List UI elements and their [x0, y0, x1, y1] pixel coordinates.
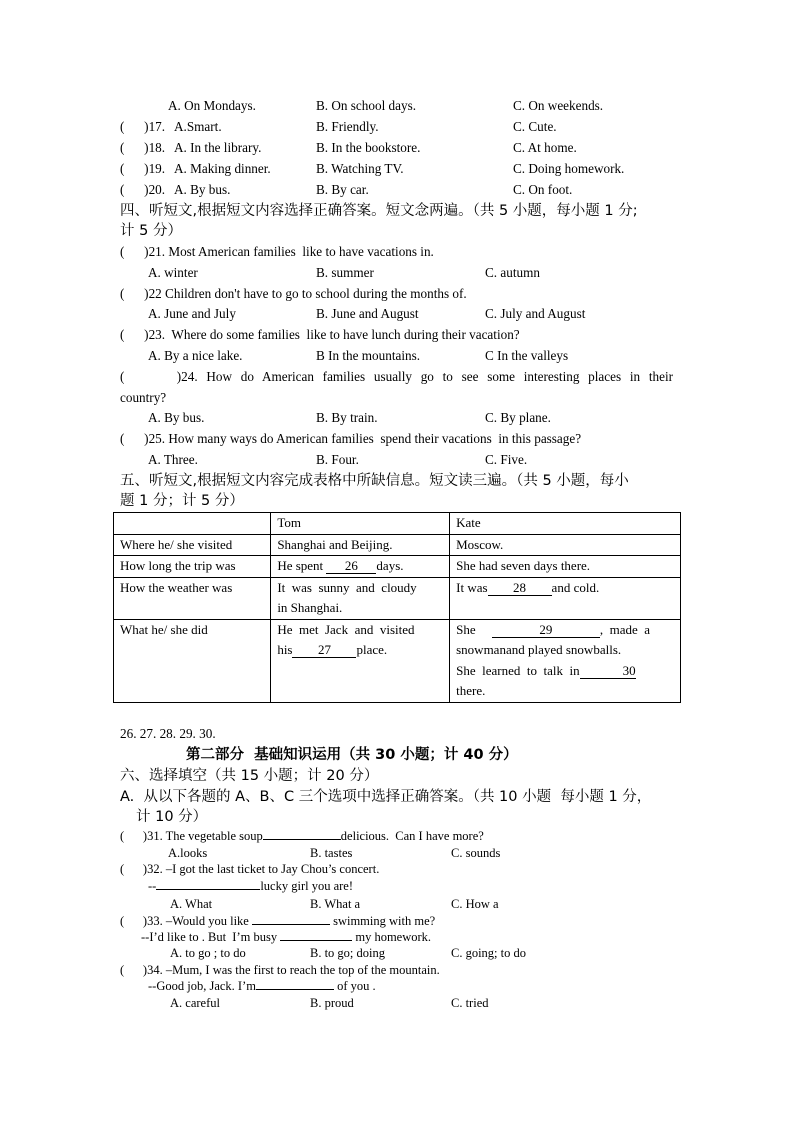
q22-option-b: B. June and August	[316, 306, 419, 321]
q32-stem: ( )32. –I got the last ticket to Jay Chou’s concert.	[120, 862, 380, 876]
q25-option-c: C. Five.	[485, 452, 528, 467]
q21-option-b: B. summer	[316, 265, 374, 280]
q20-option-b: B. By car.	[316, 182, 369, 197]
q24-option-a: A. By bus.	[148, 410, 205, 425]
section4-heading-cont: 计 5 分）	[120, 223, 182, 239]
q34-blank[interactable]	[256, 989, 334, 990]
q33-option-b: B. to go; doing	[310, 946, 386, 960]
q34-option-c: C. tried	[451, 996, 489, 1010]
cell-text: his	[277, 642, 293, 657]
q22-option-c: C. July and August	[485, 306, 586, 321]
q32-option-c: C. How a	[451, 897, 499, 911]
q34-stem: ( )34. –Mum, I was the first to reach the top of the mountain.	[120, 963, 440, 977]
q19-option-b: B. Watching TV.	[316, 161, 404, 176]
q33-stem	[120, 913, 435, 929]
section6-heading: 六、选择填空（共 15 小题；计 20 分）	[120, 768, 379, 784]
q31-blank[interactable]	[263, 839, 341, 840]
cell-kate	[450, 577, 681, 619]
q33-option-c: C. going; to do	[451, 946, 527, 960]
q21-option-a: A. winter	[148, 265, 198, 280]
q16-option-a: A. On Mondays.	[168, 98, 256, 113]
q20-option-a: A. By bus.	[174, 182, 231, 197]
q25-option-a: A. Three.	[148, 452, 198, 467]
section5-heading: 五、听短文,根据短文内容完成表格中所缺信息。短文读三遍。（共 5 小题，每小	[120, 473, 629, 489]
q32-option-a: A. What	[170, 897, 213, 911]
q23-stem: ( )23. Where do some families like to have lunch during their vacation?	[120, 327, 520, 342]
q18-option-b: B. In the bookstore.	[316, 140, 421, 155]
q19-number: ( )19.	[120, 161, 166, 176]
blank-26[interactable]: 26	[326, 559, 376, 574]
info-table	[113, 512, 681, 703]
q24-stem-cont: country?	[120, 390, 167, 405]
blank-27[interactable]: 27	[292, 643, 356, 658]
q16-option-c: C. On weekends.	[513, 98, 604, 113]
q22-option-a: A. June and July	[148, 306, 236, 321]
cell-kate	[450, 619, 681, 702]
q23-option-b: B In the mountains.	[316, 348, 421, 363]
cell-text: It was	[456, 579, 488, 595]
q32-blank[interactable]	[156, 889, 260, 890]
table-corner-cell	[114, 513, 271, 535]
subsection-a-heading-cont: 计 10 分）	[136, 809, 208, 825]
cell-text: He spent	[277, 558, 324, 573]
col-header-tom: Tom	[271, 513, 450, 535]
table-row	[114, 577, 681, 619]
q24-option-c: C. By plane.	[485, 410, 551, 425]
q32-text-post: lucky girl you are!	[260, 879, 354, 893]
part2-title: 第二部分 基础知识运用（共 30 小题；计 40 分）	[186, 747, 518, 763]
table-row	[114, 534, 681, 556]
q21-option-c: C. autumn	[485, 265, 540, 280]
cell-tom	[271, 556, 450, 578]
q17-option-c: C. Cute.	[513, 119, 557, 134]
section4-heading: 四、听短文,根据短文内容选择正确答案。短文念两遍。（共 5 小题，每小题 1 分;	[120, 203, 638, 219]
q33-line2-post: my homework.	[355, 930, 432, 944]
cell-text: place.	[356, 642, 388, 657]
q17-number: ( )17.	[120, 119, 166, 134]
q32-dash: --	[148, 879, 157, 893]
cell-text: in Shanghai.	[277, 600, 343, 615]
cell-text: there.	[456, 683, 486, 698]
q19-option-a: A. Making dinner.	[174, 161, 271, 176]
q18-number: ( )18.	[120, 140, 166, 155]
q23-option-a: A. By a nice lake.	[148, 348, 243, 363]
q31-text-post: delicious. Can I have more?	[340, 829, 484, 843]
cell-text: , made a	[599, 621, 651, 637]
q24-option-b: B. By train.	[316, 410, 378, 425]
q31-text: ( )31. The vegetable soup	[120, 829, 263, 843]
cell-text: and cold.	[551, 579, 600, 595]
cell-text: She learned to talk in	[456, 662, 580, 678]
q21-stem: ( )21. Most American families like to have vacations in.	[120, 244, 434, 259]
q33-stem-line2	[141, 929, 431, 945]
q34-line2-post: of you .	[337, 979, 376, 993]
q33-line2-text: --I’d like to . But I’m busy	[141, 930, 278, 944]
q31-stem	[120, 828, 484, 844]
q31-option-b: B. tastes	[310, 846, 353, 860]
cell-text: It was sunny and cloudy	[277, 579, 417, 595]
q33-blank-2[interactable]	[280, 940, 352, 941]
cell-tom	[271, 577, 450, 619]
cell-text: days.	[376, 558, 404, 573]
q16-option-b: B. On school days.	[316, 98, 417, 113]
table-header-row	[114, 513, 681, 535]
cell-kate: Moscow.	[450, 534, 681, 556]
q32-stem-line2	[148, 878, 353, 894]
answer-numbers: 26. 27. 28. 29. 30.	[120, 726, 216, 741]
q20-option-c: C. On foot.	[513, 182, 573, 197]
cell-text: snowmanand played snowballs.	[456, 642, 622, 657]
cell-kate: She had seven days there.	[450, 556, 681, 578]
row-label: Where he/ she visited	[114, 534, 271, 556]
q33-option-a: A. to go ; to do	[170, 946, 246, 960]
row-label: How the weather was	[114, 577, 271, 619]
q23-option-c: C In the valleys	[485, 348, 569, 363]
q25-option-b: B. Four.	[316, 452, 359, 467]
blank-29[interactable]: 29	[492, 623, 600, 638]
cell-text: She	[456, 621, 476, 637]
table-row	[114, 619, 681, 702]
q34-line2-text: --Good job, Jack. I’m	[148, 979, 256, 993]
subsection-a-heading: A. 从以下各题的 A、B、C 三个选项中选择正确答案。（共 10 小题 每小题 1 分，	[120, 789, 652, 805]
q19-option-c: C. Doing homework.	[513, 161, 625, 176]
q31-option-a: A.looks	[168, 846, 208, 860]
q18-option-a: A. In the library.	[174, 140, 262, 155]
cell-tom	[271, 619, 450, 702]
row-label: How long the trip was	[114, 556, 271, 578]
q22-stem: ( )22 Children don't have to go to school during the months of.	[120, 286, 467, 301]
q20-number: ( )20.	[120, 182, 166, 197]
q17-option-b: B. Friendly.	[316, 119, 379, 134]
blank-30[interactable]: 30	[580, 664, 636, 679]
q24-stem: ( )24. How do American families usually go to see some interesting places in their	[120, 369, 673, 384]
col-header-kate: Kate	[450, 513, 681, 535]
section5-heading-cont: 题 1 分；计 5 分）	[120, 493, 244, 509]
cell-text: He met Jack and visited	[277, 621, 415, 637]
q17-option-a: A.Smart.	[174, 119, 222, 134]
q34-stem-line2	[148, 978, 376, 994]
q33-text-post: swimming with me?	[333, 914, 436, 928]
q34-option-b: B. proud	[310, 996, 354, 1010]
q33-text: ( )33. –Would you like	[120, 914, 249, 928]
q31-option-c: C. sounds	[451, 846, 501, 860]
q18-option-c: C. At home.	[513, 140, 577, 155]
blank-28[interactable]: 28	[488, 581, 552, 596]
q33-blank-1[interactable]	[252, 924, 330, 925]
cell-tom: Shanghai and Beijing.	[271, 534, 450, 556]
table-row	[114, 556, 681, 578]
q34-option-a: A. careful	[170, 996, 220, 1010]
row-label: What he/ she did	[114, 619, 271, 702]
q32-option-b: B. What a	[310, 897, 361, 911]
q25-stem: ( )25. How many ways do American families spend their vacations in this passage?	[120, 431, 582, 446]
